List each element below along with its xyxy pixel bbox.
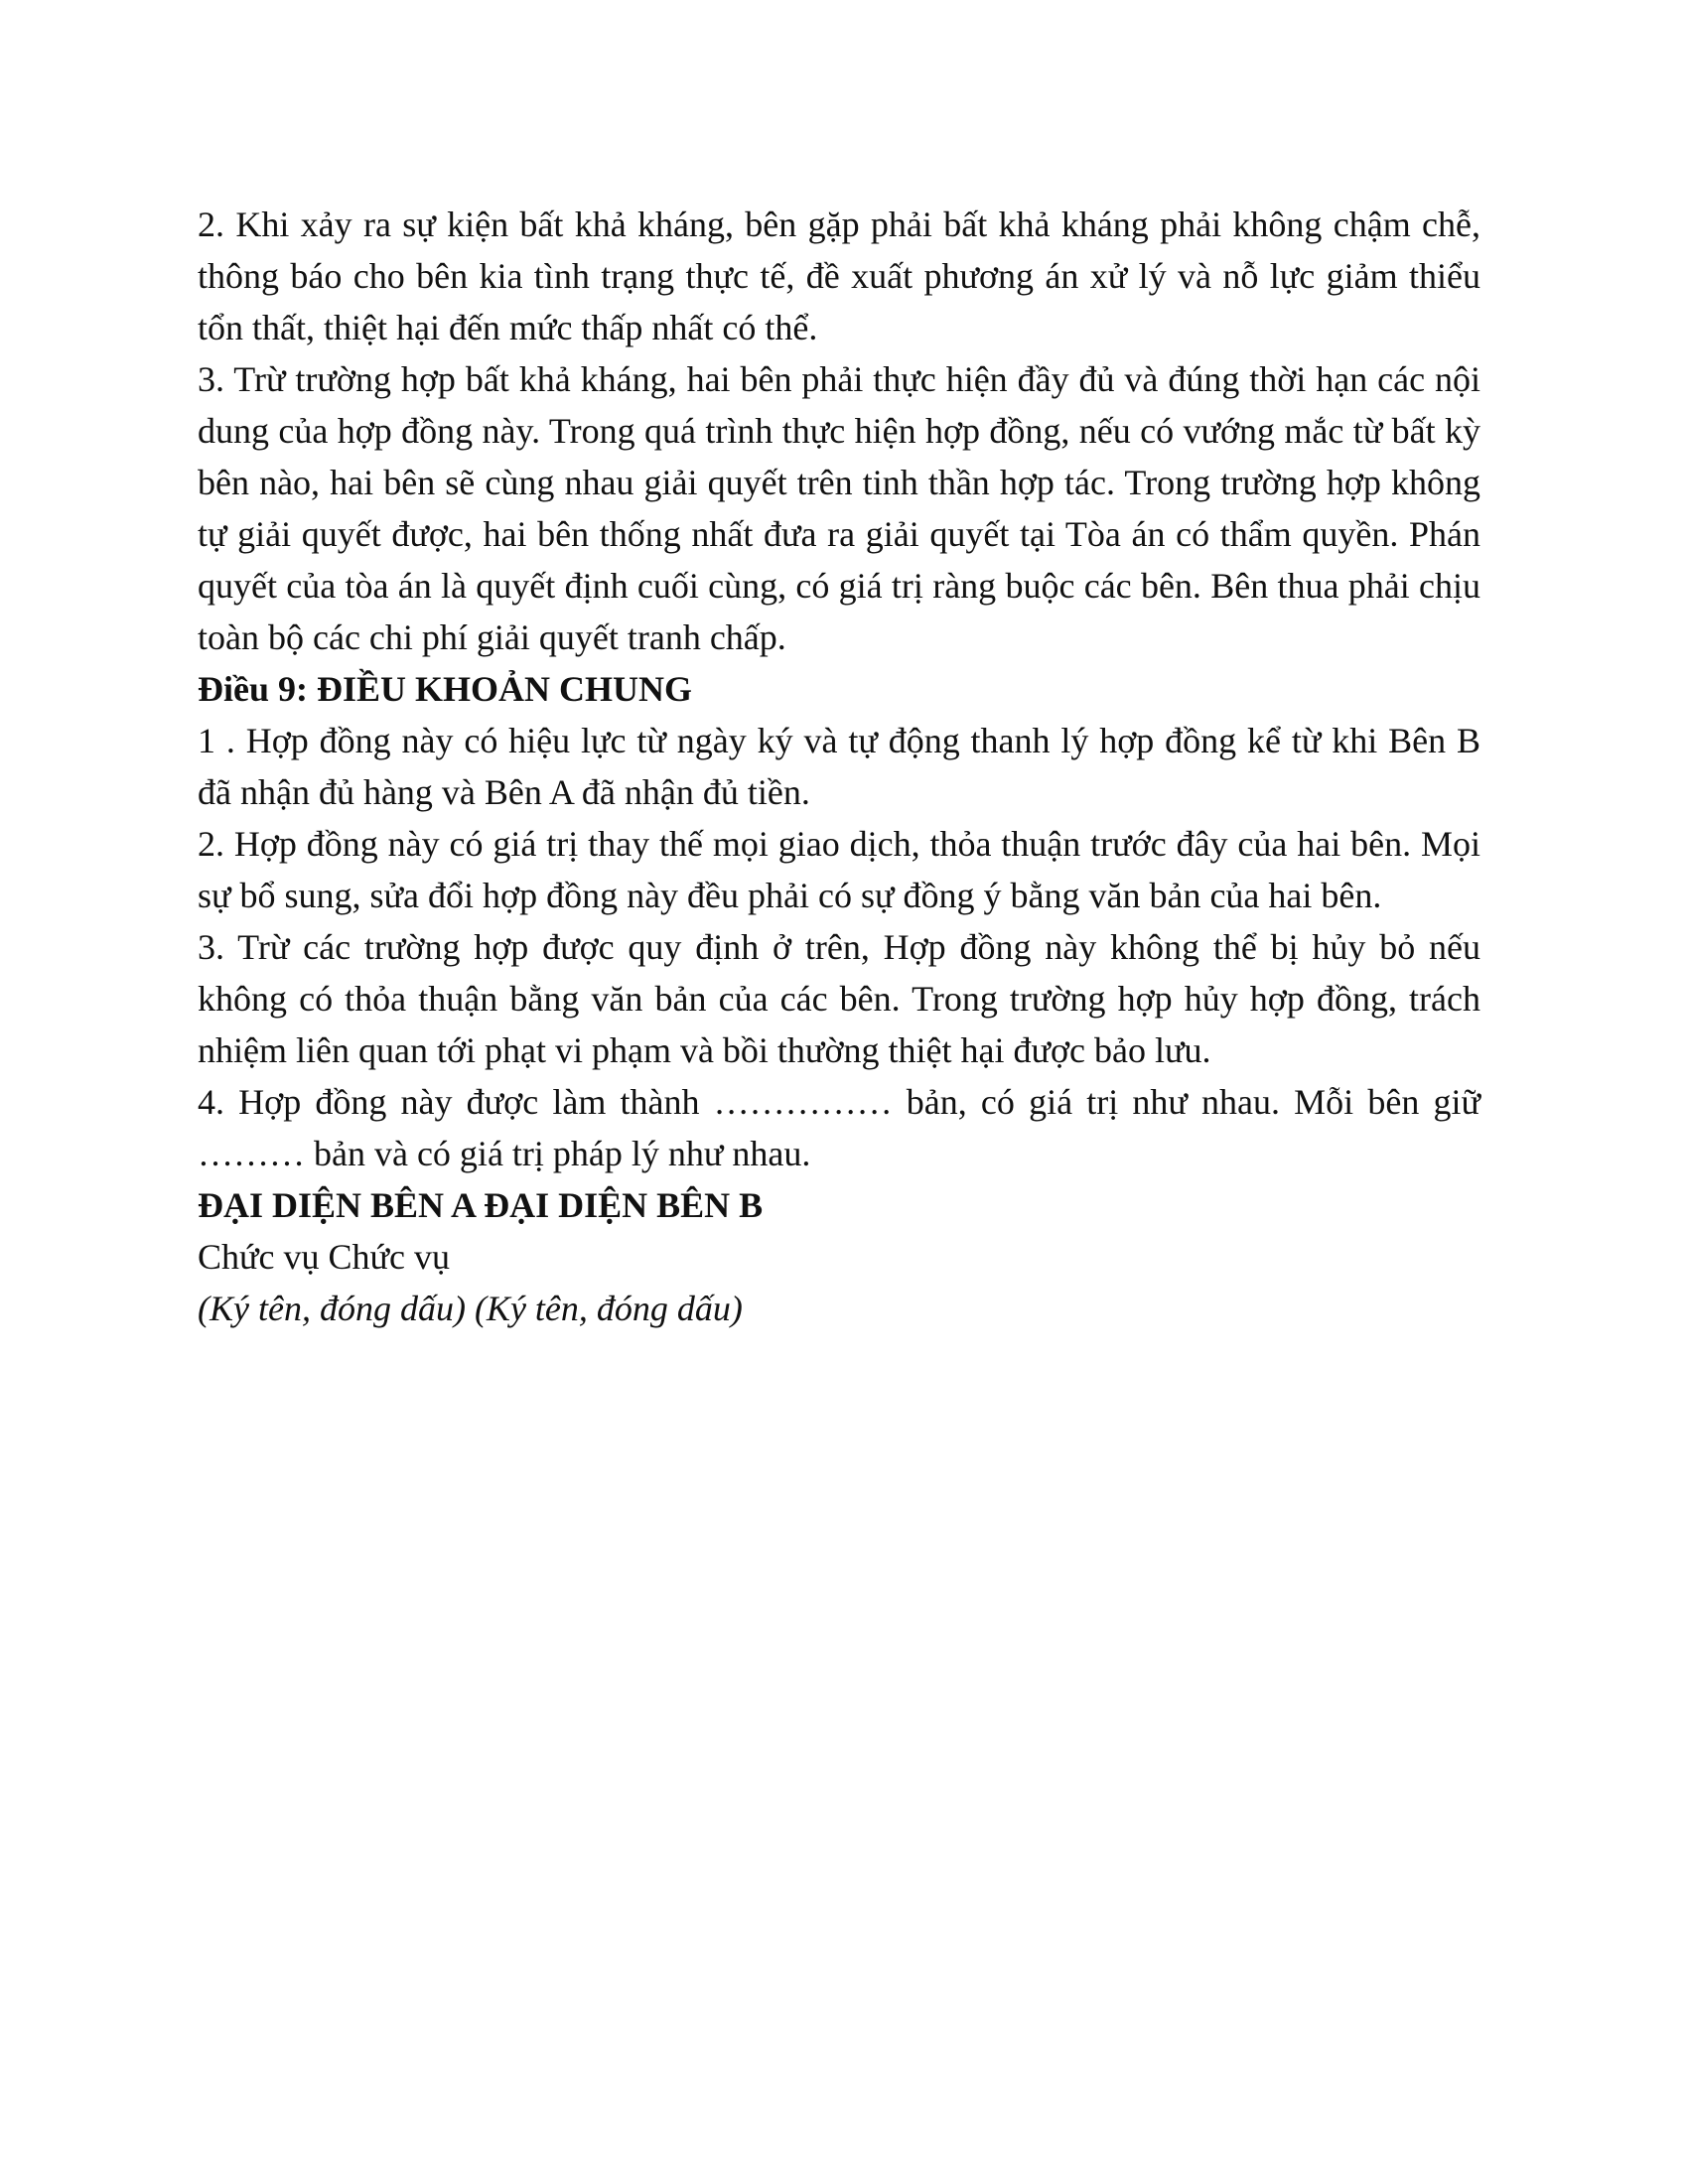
article-9-heading: Điều 9: ĐIỀU KHOẢN CHUNG [198,669,693,709]
signature-representatives: ĐẠI DIỆN BÊN A ĐẠI DIỆN BÊN B [198,1185,764,1225]
signature-sign-stamp: (Ký tên, đóng dấu) (Ký tên, đóng dấu) [198,1289,743,1328]
paragraph-force-majeure-notice: 2. Khi xảy ra sự kiện bất khả kháng, bên gặp phải bất khả kháng phải không chậm chễ, thông báo cho bên kia tình trạng thực tế, đề xuất phương án xử lý và nỗ lực giảm thiểu tổn thất, thiệt hại đến mức thấp nhất có thể. [198,205,1480,347]
article-9-clause-4: 4. Hợp đồng này được làm thành …………… bản, có giá trị như nhau. Mỗi bên giữ ……… bản và có giá trị pháp lý như nhau. [198,1082,1480,1173]
document-page [198,199,1480,1334]
paragraph-dispute-resolution: 3. Trừ trường hợp bất khả kháng, hai bên phải thực hiện đầy đủ và đúng thời hạn các nội dung của hợp đồng này. Trong quá trình thực hiện hợp đồng, nếu có vướng mắc từ bất kỳ bên nào, hai bên sẽ cùng nhau giải quyết trên tinh thần hợp tác. Trong trường hợp không tự giải quyết được, hai bên thống nhất đưa ra giải quyết tại Tòa án có thẩm quyền. Phán quyết của tòa án là quyết định cuối cùng, có giá trị ràng buộc các bên. Bên thua phải chịu toàn bộ các chi phí giải quyết tranh chấp. [198,359,1480,657]
signature-positions: Chức vụ Chức vụ [198,1237,451,1277]
article-9-clause-2: 2. Hợp đồng này có giá trị thay thế mọi giao dịch, thỏa thuận trước đây của hai bên. Mọi sự bổ sung, sửa đổi hợp đồng này đều phải có sự đồng ý bằng văn bản của hai bên. [198,824,1480,915]
article-9-clause-3: 3. Trừ các trường hợp được quy định ở trên, Hợp đồng này không thể bị hủy bỏ nếu không có thỏa thuận bằng văn bản của các bên. Trong trường hợp hủy hợp đồng, trách nhiệm liên quan tới phạt vi phạm và bồi thường thiệt hại được bảo lưu. [198,927,1480,1070]
article-9-clause-1: 1 . Hợp đồng này có hiệu lực từ ngày ký và tự động thanh lý hợp đồng kể từ khi Bên B đã nhận đủ hàng và Bên A đã nhận đủ tiền. [198,721,1480,812]
